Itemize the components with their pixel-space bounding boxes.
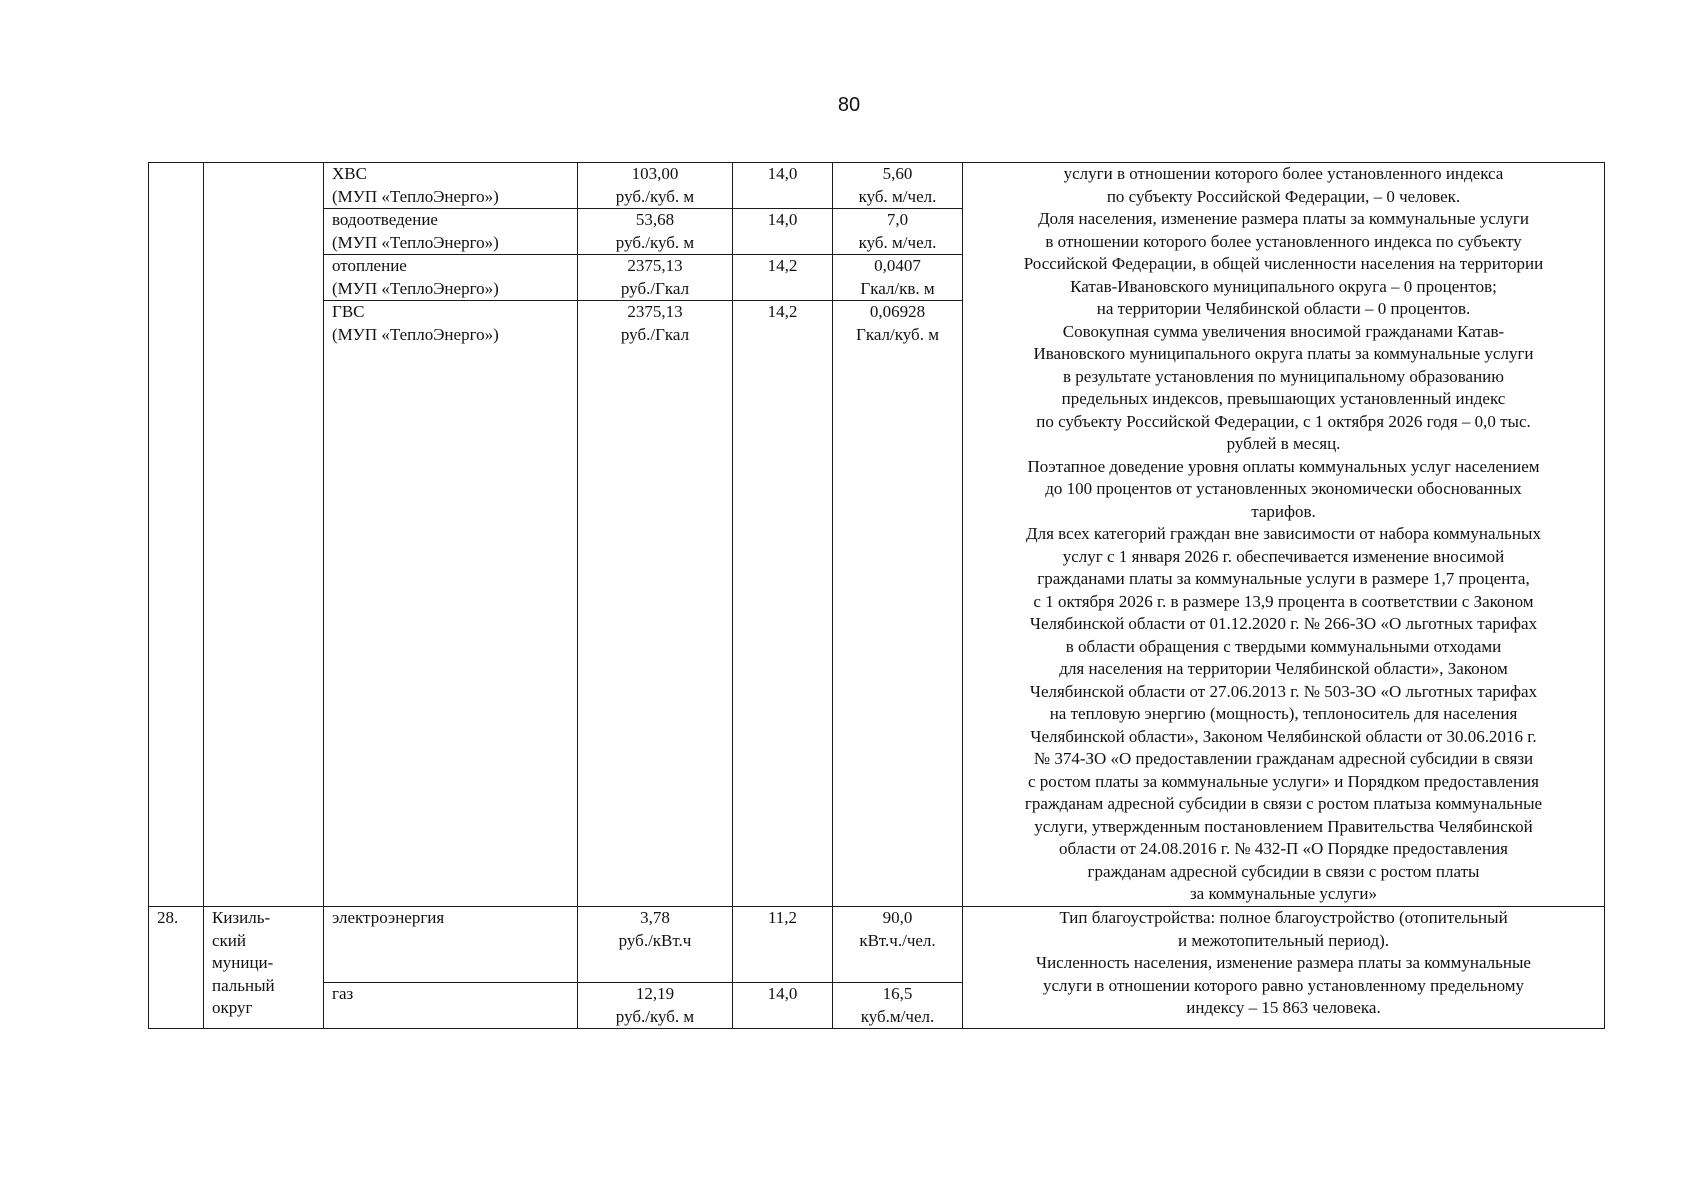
norm-cell [833,163,963,209]
tariff-cell [578,209,733,255]
service-name: ГВС [332,302,365,321]
tariff-value: 12,19 [635,984,675,1003]
note-line: до 100 процентов от установленных экономически обоснованных [1045,479,1522,498]
tariff-cell [578,301,733,907]
norm-unit: куб. м/чел. [858,186,937,206]
note-line: области от 24.08.2016 г. № 432-П «О Порядке предоставления [1059,839,1508,858]
note-line: по субъекту Российской Федерации, с 1 октября 2026 годя – 0,0 тыс. [1036,411,1531,431]
note-line: тарифов. [1251,501,1316,521]
service-provider: (МУП «ТеплоЭнерго») [332,186,499,206]
index-cell [733,163,833,209]
index-value: 11,2 [767,908,798,927]
index-cell [733,209,833,255]
tariff-cell [578,163,733,209]
norm-value: 0,06928 [869,302,926,321]
service-name: водоотведение [332,210,438,229]
note-line: Доля населения, изменение размера платы за коммунальные услуги [1038,209,1529,228]
index-cell [733,301,833,907]
note-line: в результате установления по муниципальному образованию [1063,366,1504,386]
norm-unit: Гкал/кв. м [860,278,935,298]
note-line: гражданам адресной субсидии в связи с ростом платыза коммунальные [1024,794,1543,813]
note-line: № 374-ЗО «О предоставлении гражданам адресной субсидии в связи [1033,749,1534,768]
norm-unit: куб.м/чел. [860,1006,935,1026]
norm-cell [833,983,963,1029]
note-line: Катав-Ивановского муниципального округа – 0 процентов; [1070,276,1497,296]
norm-cell [833,907,963,983]
row-number-cell [149,907,204,1029]
norm-value: 5,60 [882,164,913,183]
note-line: в отношении которого более установленного индекса по субъекту [1045,231,1522,251]
note-line: с ростом платы за коммунальные услуги» и Порядком предоставления [1028,771,1539,791]
tariff-value: 3,78 [640,908,670,927]
norm-value: 0,0407 [874,256,921,275]
tariff-unit: руб./куб. м [615,186,695,206]
note-line: Для всех категорий граждан вне зависимости от набора коммунальных [1026,524,1541,543]
index-value: 14,0 [767,984,798,1003]
norm-value: 7,0 [886,210,909,229]
note-line: услуг с 1 января 2026 г. обеспечивается изменение вносимой [1062,546,1505,566]
note-line: Челябинской области», Законом Челябинской области от 30.06.2016 г. [1030,726,1537,746]
note-line: индексу – 15 863 человека. [1186,998,1381,1017]
service-name: газ [332,984,354,1003]
note-line: Численность населения, изменение размера платы за коммунальные [1036,953,1531,972]
municipality-name: пальный [212,975,275,995]
tariff-unit: руб./кВт.ч [618,930,692,950]
norm-value: 16,5 [882,984,913,1003]
note-line: для населения на территории Челябинской области», Законом [1059,659,1508,678]
service-cell [324,255,578,301]
index-value: 14,0 [767,210,798,229]
tariff-unit: руб./куб. м [615,1006,695,1026]
municipality-name: Кизиль- [212,908,271,927]
tariff-unit: руб./Гкал [620,324,690,344]
service-name: электроэнергия [332,908,445,927]
tariff-cell [578,907,733,983]
note-line: услуги в отношении которого равно установленному предельному [1042,975,1525,995]
service-name: ХВС [332,164,367,183]
tariff-value: 103,00 [631,164,679,183]
municipality-cell [204,163,324,907]
note-line: за коммунальные услуги» [1189,884,1378,903]
note-line: Поэтапное доведение уровня оплаты коммунальных услуг населением [1027,456,1540,476]
note-line: по субъекту Российской Федерации, – 0 человек. [1106,186,1461,206]
service-cell [324,301,578,907]
norm-cell [833,255,963,301]
tariff-value: 2375,13 [627,302,683,321]
notes-text [971,163,1596,906]
norm-value: 90,0 [882,908,913,927]
index-value: 14,0 [767,164,798,183]
municipality-name: муници- [212,953,274,972]
tariff-value: 2375,13 [627,256,683,275]
note-line: Ивановского муниципального округа платы за коммунальные услуги [1033,344,1534,363]
table-row [149,907,1605,983]
index-cell [733,907,833,983]
note-line: с 1 октября 2026 г. в размере 13,9 процента в соответствии с Законом [1033,591,1534,611]
index-cell [733,255,833,301]
municipality-name: ский [212,930,246,950]
service-provider: (МУП «ТеплоЭнерго») [332,324,499,344]
row-number-cell [149,163,204,907]
municipality-cell [204,907,324,1029]
service-name: отопление [332,256,407,275]
note-line: на тепловую энергию (мощность), теплоноситель для населения [1049,704,1518,723]
notes-cell [963,907,1605,1029]
service-cell [324,907,578,983]
service-cell [324,983,578,1029]
note-line: Тип благоустройства: полное благоустройство (отопительный [1059,908,1508,927]
norm-cell [833,209,963,255]
municipality-name: округ [212,998,253,1017]
note-line: Совокупная сумма увеличения вносимой гражданами Катав- [1062,321,1505,341]
service-cell [324,163,578,209]
row-number: 28. [157,908,179,927]
tariff-unit: руб./Гкал [620,278,690,298]
service-provider: (МУП «ТеплоЭнерго») [332,278,499,298]
note-line: гражданам адресной субсидии в связи с ростом платы [1087,861,1480,881]
note-line: Челябинской области от 01.12.2020 г. № 266-ЗО «О льготных тарифах [1029,614,1538,633]
note-line: в области обращения с твердыми коммунальными отходами [1065,636,1502,656]
norm-unit: Гкал/куб. м [856,324,939,344]
tariff-value: 53,68 [635,210,675,229]
note-line: Российской Федерации, в общей численности населения на территории [1023,254,1544,273]
service-cell [324,209,578,255]
note-line: Челябинской области от 27.06.2013 г. № 503-ЗО «О льготных тарифах [1029,681,1538,701]
note-line: услуги, утвержденным постановлением Правительства Челябинской [1034,816,1533,836]
tariff-table [148,162,1605,1029]
tariff-unit: руб./куб. м [615,232,695,252]
index-cell [733,983,833,1029]
index-value: 14,2 [767,302,798,321]
note-line: предельных индексов, превышающих установленный индекс [1061,389,1506,408]
note-line: гражданами платы за коммунальные услуги в размере 1,7 процента, [1037,569,1530,588]
note-line: рублей в месяц. [1226,434,1341,453]
norm-cell [833,301,963,907]
index-value: 14,2 [767,256,798,275]
note-line: услуги в отношении которого более установленного индекса [1063,164,1504,183]
norm-unit: кВт.ч./чел. [859,930,936,950]
service-provider: (МУП «ТеплоЭнерго») [332,232,499,252]
notes-text [971,907,1596,1020]
notes-cell [963,163,1605,907]
note-line: и межотопительный период). [1177,930,1390,950]
page-number: 80 [837,94,861,116]
norm-unit: куб. м/чел. [858,232,937,252]
tariff-cell [578,255,733,301]
table-row [149,163,1605,209]
note-line: на территории Челябинской области – 0 процентов. [1096,299,1471,318]
tariff-cell [578,983,733,1029]
